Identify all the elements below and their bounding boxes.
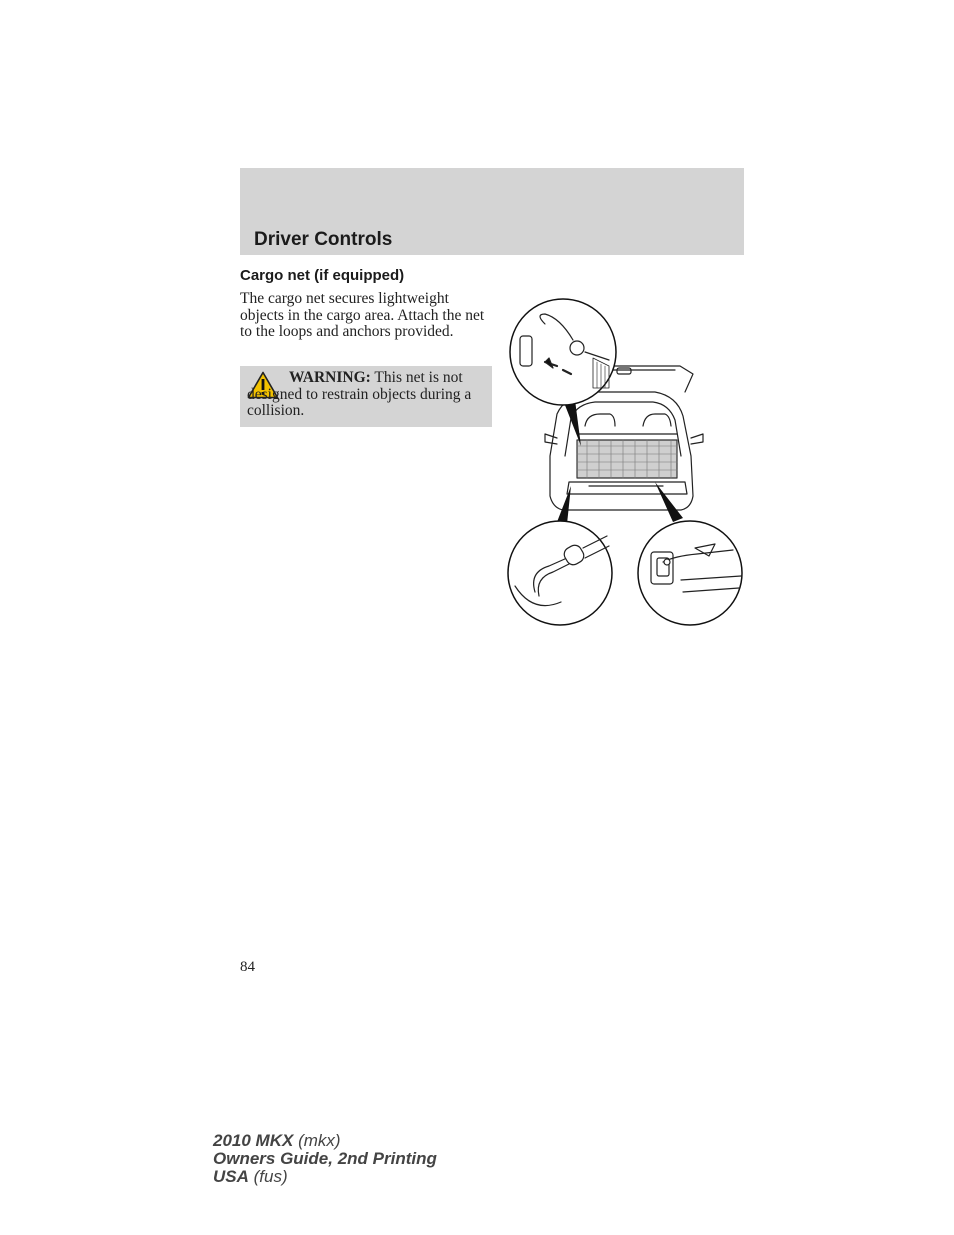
- warning-text: [247, 370, 487, 420]
- subsection-heading: Cargo net (if equipped): [240, 267, 405, 284]
- footer: [213, 1132, 437, 1186]
- footer-market: USA: [213, 1167, 249, 1186]
- warning-box: [240, 366, 492, 427]
- page-number: 84: [240, 959, 255, 975]
- warning-label: WARNING:: [289, 369, 371, 386]
- lower-loop-detail: [508, 521, 612, 625]
- footer-model-code: (mkx): [298, 1131, 341, 1150]
- footer-market-code: (fus): [253, 1167, 288, 1186]
- footer-model: 2010 MKX: [213, 1131, 294, 1150]
- cargo-net-illustration: [505, 296, 745, 628]
- footer-line-2: [213, 1150, 437, 1168]
- upper-loop-detail: [510, 299, 616, 405]
- section-title: Driver Controls: [254, 229, 393, 250]
- body-paragraph: The cargo net secures lightweight objects in the cargo area. Attach the net to the loops and anchors provided.: [240, 290, 485, 340]
- footer-printing: Owners Guide, 2nd Printing: [213, 1149, 437, 1168]
- section-header-band: [240, 168, 744, 255]
- anchor-detail: [638, 521, 742, 625]
- footer-line-1: [213, 1132, 437, 1150]
- warning-message: This net is not designed to restrain objects during a collision.: [247, 369, 472, 419]
- footer-line-3: [213, 1168, 437, 1186]
